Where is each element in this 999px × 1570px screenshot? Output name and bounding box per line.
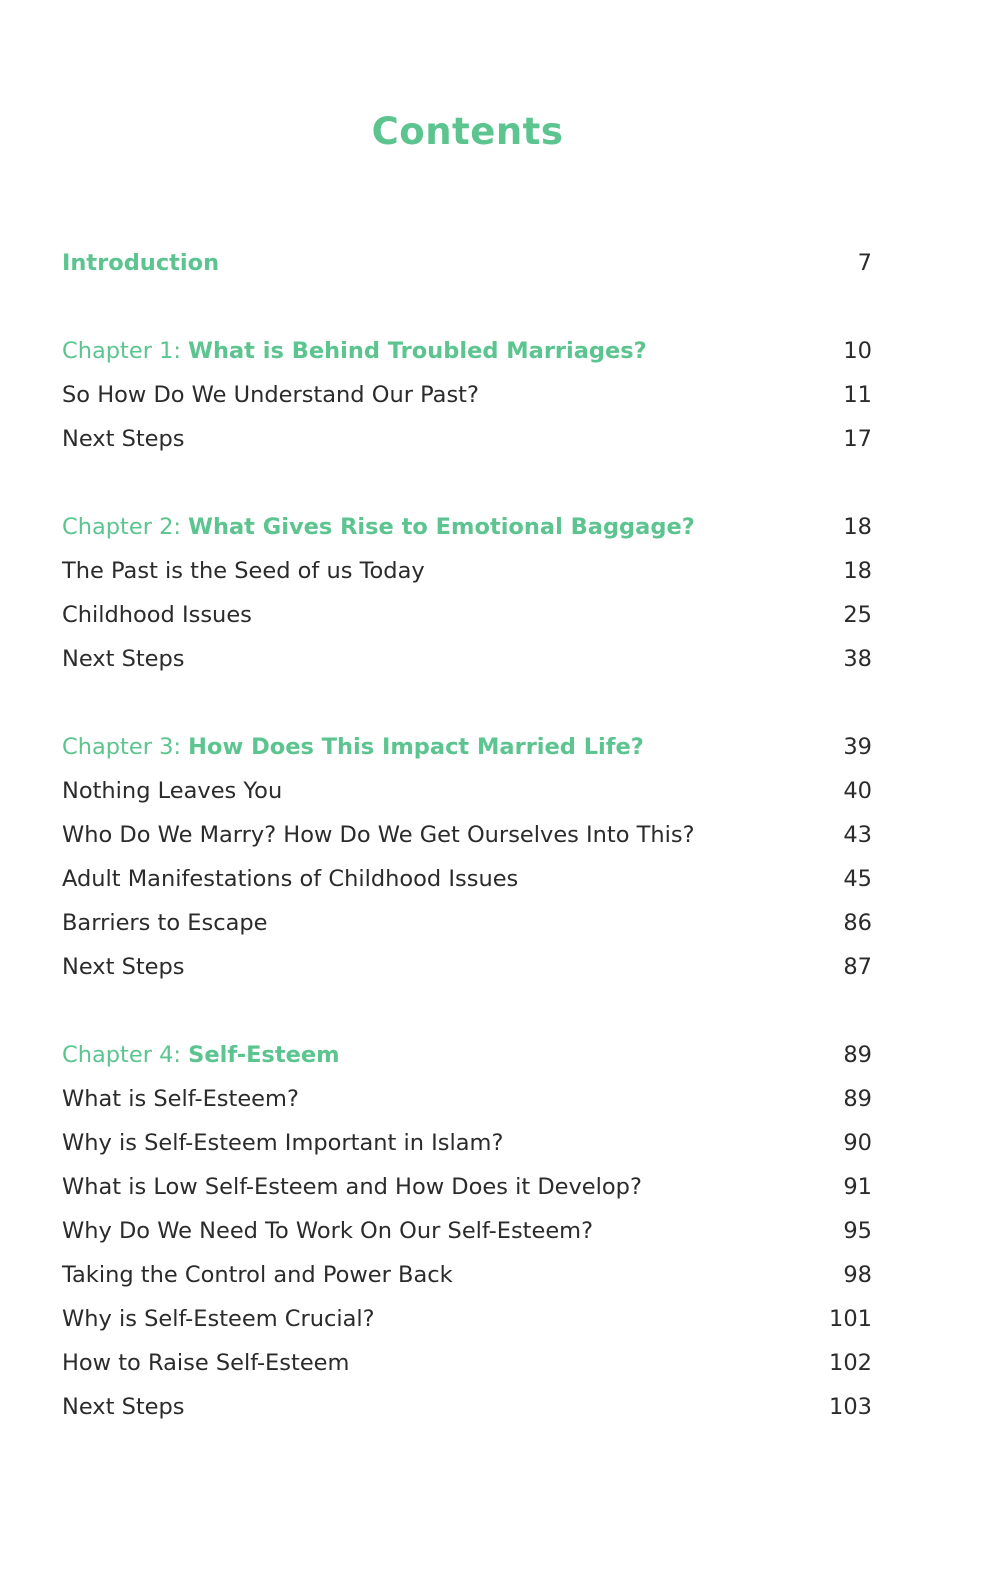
chapter-prefix: Chapter 4: (62, 1042, 189, 1068)
page-number: 10 (843, 338, 872, 364)
entry-label: Next Steps (62, 646, 185, 672)
chapter-title: What is Behind Troubled Marriages? (188, 338, 647, 364)
page-number: 95 (843, 1218, 872, 1244)
introduction-label: Introduction (62, 250, 220, 276)
toc-entry-introduction[interactable] (62, 250, 872, 294)
entry-label: Childhood Issues (62, 602, 252, 628)
chapter-prefix: Chapter 2: (62, 514, 189, 540)
chapter-prefix: Chapter 1: (62, 338, 189, 364)
page-number: 89 (843, 1086, 872, 1112)
toc-entry[interactable] (62, 954, 872, 998)
toc-entry[interactable] (62, 426, 872, 470)
page-number: 40 (843, 778, 872, 804)
entry-label: Barriers to Escape (62, 910, 268, 936)
entry-label: Next Steps (62, 954, 185, 980)
page-number: 102 (829, 1350, 872, 1376)
toc-entry[interactable] (62, 1130, 872, 1174)
entry-label: What is Self-Esteem? (62, 1086, 299, 1112)
page-number: 90 (843, 1130, 872, 1156)
chapter-title: Self-Esteem (188, 1042, 340, 1068)
page-number: 11 (843, 382, 872, 408)
toc-entry[interactable] (62, 382, 872, 426)
chapter-heading (62, 734, 644, 760)
page-number: 87 (843, 954, 872, 980)
toc-entry[interactable] (62, 1174, 872, 1218)
entry-label: Why is Self-Esteem Important in Islam? (62, 1130, 504, 1156)
entry-label: Next Steps (62, 1394, 185, 1420)
page-number: 25 (843, 602, 872, 628)
chapter-prefix: Chapter 3: (62, 734, 189, 760)
entry-label: Nothing Leaves You (62, 778, 283, 804)
page-number: 101 (829, 1306, 872, 1332)
page-number: 17 (843, 426, 872, 452)
page-number: 39 (843, 734, 872, 760)
page-number: 18 (843, 558, 872, 584)
toc-chapter-3[interactable] (62, 734, 872, 778)
entry-label: So How Do We Understand Our Past? (62, 382, 479, 408)
chapter-heading (62, 1042, 340, 1068)
toc-entry[interactable] (62, 602, 872, 646)
toc-chapter-4[interactable] (62, 1042, 872, 1086)
toc-entry[interactable] (62, 778, 872, 822)
entry-label: Why is Self-Esteem Crucial? (62, 1306, 375, 1332)
chapter-heading (62, 338, 647, 364)
toc-entry[interactable] (62, 1306, 872, 1350)
toc-entry[interactable] (62, 866, 872, 910)
toc-entry[interactable] (62, 646, 872, 690)
toc-entry[interactable] (62, 558, 872, 602)
entry-label: Adult Manifestations of Childhood Issues (62, 866, 519, 892)
table-of-contents (62, 250, 872, 1438)
page-title: Contents (371, 110, 564, 153)
toc-entry[interactable] (62, 822, 872, 866)
entry-label: How to Raise Self-Esteem (62, 1350, 350, 1376)
toc-entry[interactable] (62, 1350, 872, 1394)
page-number: 98 (843, 1262, 872, 1288)
toc-entry[interactable] (62, 910, 872, 954)
page-number: 103 (829, 1394, 872, 1420)
chapter-title: How Does This Impact Married Life? (188, 734, 644, 760)
entry-label: What is Low Self-Esteem and How Does it Develop? (62, 1174, 642, 1200)
page-number: 38 (843, 646, 872, 672)
page-number: 89 (843, 1042, 872, 1068)
entry-label: The Past is the Seed of us Today (62, 558, 425, 584)
toc-entry[interactable] (62, 1394, 872, 1438)
toc-entry[interactable] (62, 1086, 872, 1130)
page-number: 7 (857, 250, 872, 276)
toc-entry[interactable] (62, 1218, 872, 1262)
page-number: 18 (843, 514, 872, 540)
toc-chapter-2[interactable] (62, 514, 872, 558)
chapter-heading (62, 514, 695, 540)
page-number: 45 (843, 866, 872, 892)
entry-label: Who Do We Marry? How Do We Get Ourselves Into This? (62, 822, 695, 848)
entry-label: Taking the Control and Power Back (62, 1262, 453, 1288)
chapter-title: What Gives Rise to Emotional Baggage? (188, 514, 695, 540)
toc-entry[interactable] (62, 1262, 872, 1306)
entry-label: Next Steps (62, 426, 185, 452)
toc-chapter-1[interactable] (62, 338, 872, 382)
entry-label: Why Do We Need To Work On Our Self-Esteem? (62, 1218, 594, 1244)
page-number: 43 (843, 822, 872, 848)
page-number: 91 (843, 1174, 872, 1200)
page-number: 86 (843, 910, 872, 936)
